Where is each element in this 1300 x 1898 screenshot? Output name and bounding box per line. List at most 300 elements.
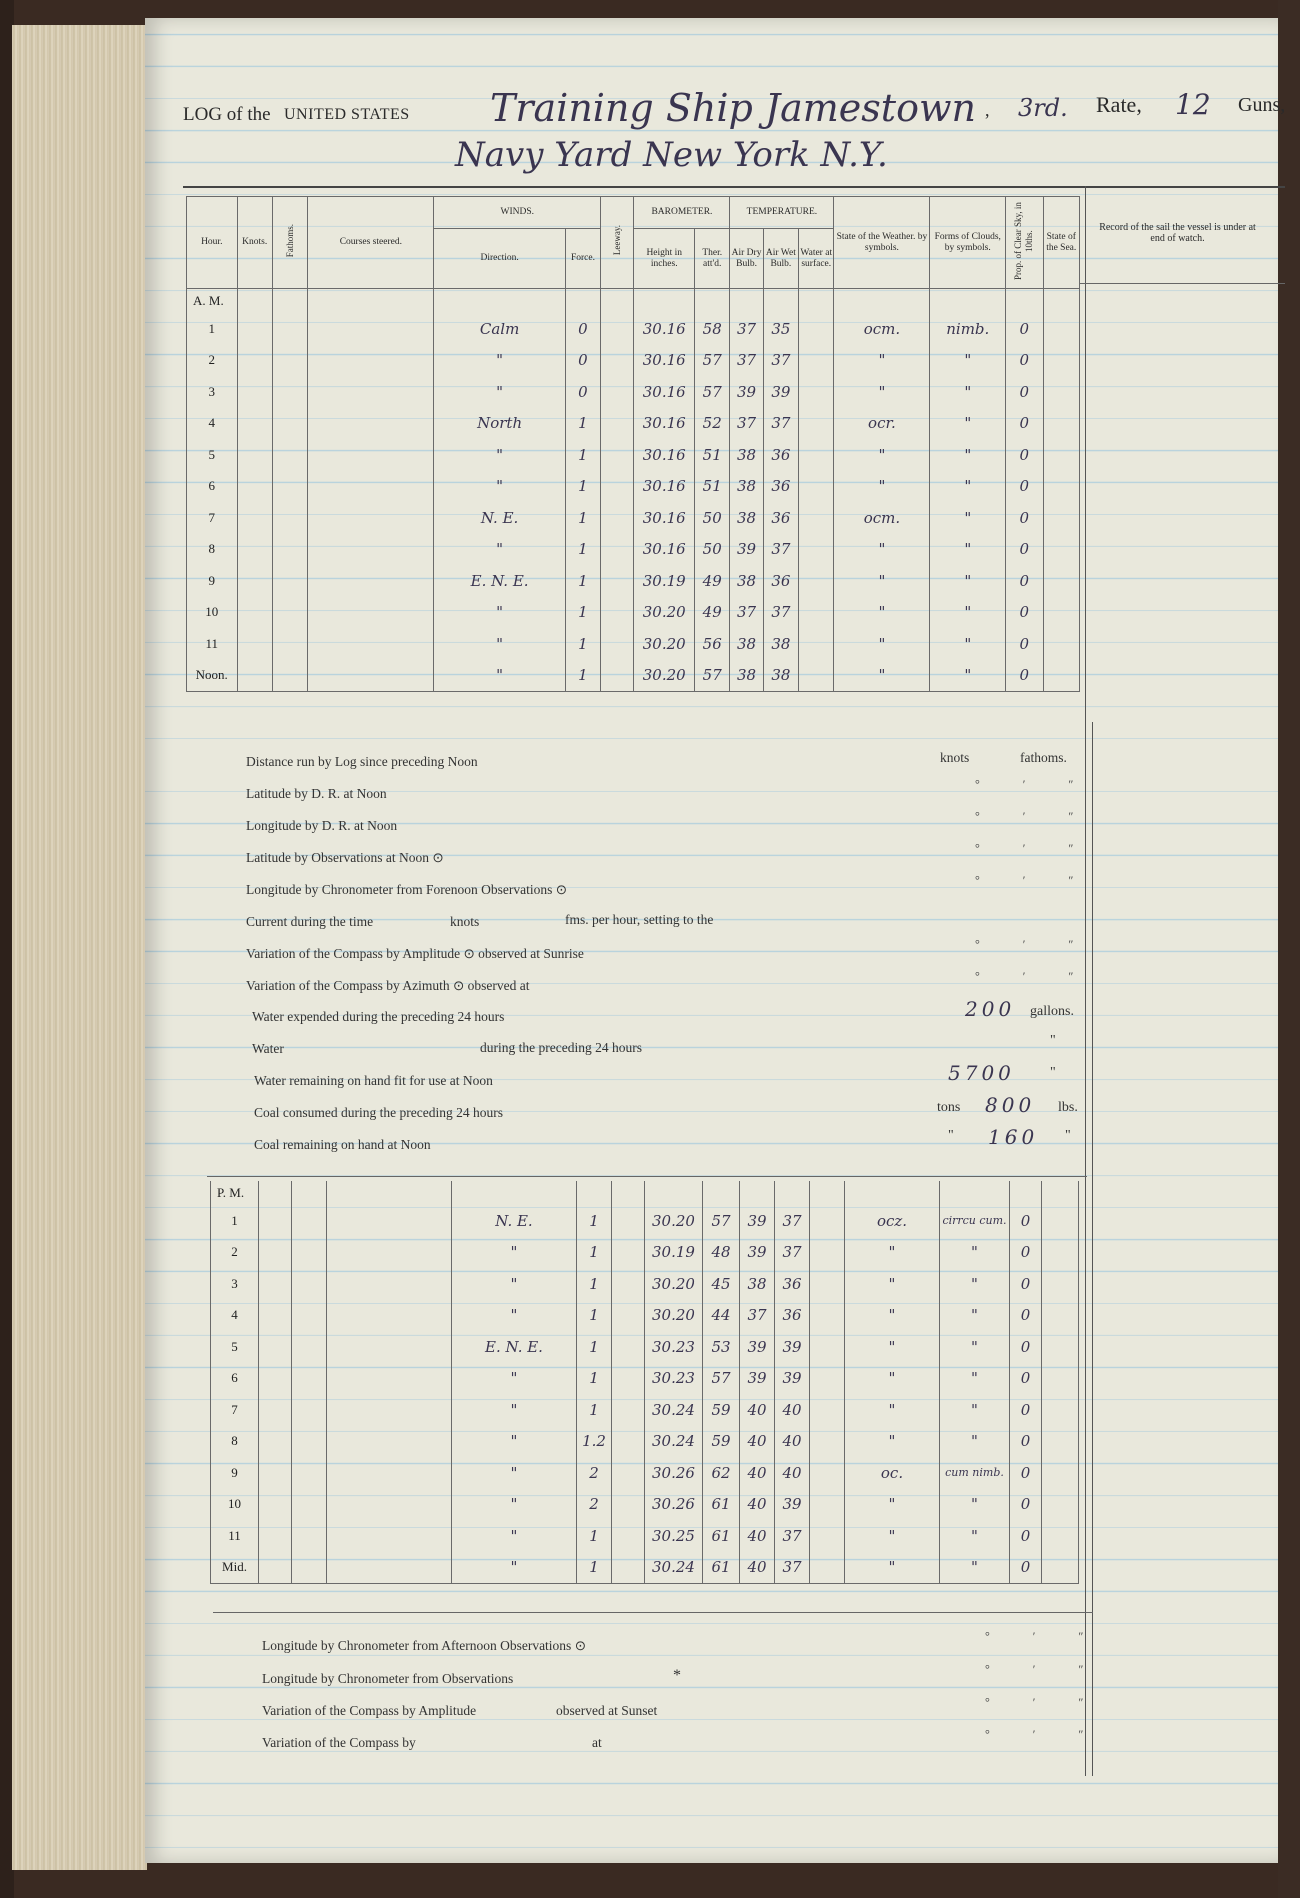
wind-direction-cell: ": [434, 439, 565, 471]
barometer-height-cell: 30.20: [645, 1268, 703, 1300]
empty-cell: [259, 1300, 292, 1332]
air-dry-bulb-cell: 39: [740, 1363, 775, 1395]
empty-cell: [292, 1363, 327, 1395]
clear-sky-cell: 0: [1006, 439, 1043, 471]
var-amp-dms: ° ′ ″: [975, 937, 1094, 951]
hour-cell: 10: [211, 1489, 259, 1521]
lat-dr-label: Latitude by D. R. at Noon: [246, 786, 387, 801]
weather-cell: ocr.: [834, 408, 930, 440]
clear-sky-cell: 0: [1010, 1552, 1042, 1584]
at-label: at: [592, 1735, 602, 1750]
wind-force-cell: 1: [577, 1552, 612, 1584]
empty-cell: [612, 1520, 645, 1552]
empty-cell: [601, 439, 634, 471]
hour-cell: 2: [211, 1237, 259, 1269]
hour-cell: 9: [211, 1457, 259, 1489]
weather-cell: ocz.: [845, 1205, 940, 1237]
clouds-cell: ": [930, 345, 1006, 377]
empty-cell: [799, 565, 834, 597]
empty-cell: [292, 1457, 327, 1489]
empty-cell: [308, 439, 434, 471]
wind-force-cell: 1.2: [577, 1426, 612, 1458]
hour-cell: 6: [211, 1363, 259, 1395]
empty-cell: [237, 565, 272, 597]
weather-cell: ": [834, 597, 930, 629]
empty-cell: [1042, 1300, 1079, 1332]
barometer-height-cell: 30.23: [645, 1363, 703, 1395]
empty-cell: [601, 408, 634, 440]
empty-cell: [272, 628, 307, 660]
empty-cell: [612, 1426, 645, 1458]
clouds-cell: ": [940, 1237, 1010, 1269]
empty-cell: [799, 660, 834, 692]
empty-cell: [799, 597, 834, 629]
empty-cell: [272, 471, 307, 503]
empty-cell: [308, 376, 434, 408]
empty-cell: [237, 439, 272, 471]
col-hour: Hour.: [187, 197, 238, 289]
thermometer-attached-cell: 59: [703, 1394, 740, 1426]
air-wet-bulb-cell: 37: [775, 1237, 810, 1269]
rate-label: Rate,: [1096, 92, 1142, 117]
air-wet-bulb-cell: 37: [775, 1552, 810, 1584]
empty-cell: [272, 597, 307, 629]
wind-force-cell: 1: [565, 502, 600, 534]
air-dry-bulb-cell: 38: [730, 502, 763, 534]
log-row: [211, 1205, 1079, 1237]
col-force: Force.: [565, 229, 600, 289]
wind-direction-cell: ": [434, 345, 565, 377]
empty-cell: [810, 1237, 845, 1269]
barometer-height-cell: 30.16: [634, 345, 695, 377]
coal-consumed-value: 800: [985, 1093, 1036, 1117]
scan-view: LOG of the UNITED STATES Training Ship Jamestown , 3rd. Rate, 12 Guns, Navy Yard New York N.Y. Record of the sail the vessel is under at end of watch. Hour. Knots. Fathoms. Courses steered. WINDS. Leeway. BAROMETER. TEMPERATURE. State of the Weather. by symbols. Forms of Clouds, by symbols. Prop. of Clear Sky, in 10ths. State of the Sea. Direction. Force. Height in inches. Ther. att'd. Air Dry Bulb. Air Wet Bulb. Water at surface. A. M. 1 Calm 0 30.16 58 37 35 ocm. nimb. 0 2 " 0 30.16 57 37 37 " " 0 3 " 0 30.16 57 39 39 " " 0 4 North 1 30.16 52 37 37 ocr. " 0 5 " 1 30.16 51 38 36 " " 0 6 " 1 30.16 51 38 36 " " 0 7 N. E. 1 30.16 50 38 36 ocm. " 0 8 " 1 30.16 50 39 37 " " 0 9 E. N. E. 1 30.19 49 38 36 " " 0 10 " 1 30.20 49 37 37 " " 0 11 " 1 30.20 56 38 38 " " 0 Noon. " 1 30.20 57 38 38 " " 0 Distance run by Log since preceding Noon knots fathoms. Latitude by D. R. at Noon ° ′ ″ Longitude by D. R. at Noon ° ′ ″ Latitude by Observations at Noon ⊙ ° ′ ″ Longitude by Chronometer from Forenoon Observations ⊙ ° ′ ″ Current during the time knots fms. per hour, setting to the Variation of the Compass by Amplitude ⊙ observed at Sunrise ° ′ ″ Variation of the Compass by Azimuth ⊙ observed at ° ′ ″ Water expended during the preceding 24 hours 200 gallons. Water during the preceding 24 hours " Water remaining on hand fit for use at Noon 5700 " Coal consumed during the preceding 24 hours tons 800 lbs. Coal remaining on hand at Noon " 160 " P. M. 1 N. E. 1 30.20 57 39 37 ocz. cirrcu cum. 0 2 " 1 30.19 48 39 37 " " 0 3 " 1 30.20 45 38 36 " " 0 4 " 1 30.20 44 37 36 " " 0 5 E. N. E. 1 30.23 53 39 39 " " 0 6 " 1 30.23 57 39 39 " " 0 7 " 1 30.24 59 40 40 " " 0 8 " 1.2 30.24 59 40 40 " " 0 9 " 2 30.26 62 40 40 oc. cum nimb. 0 10 " 2 30.26 61 40 39 " " 0 11 " 1 30.25 61 40 37 " " 0 Mid. " 1 30.24 61 40 37 " " 0 Longitude by Chronometer from Afternoon Observations ⊙ ° ′ ″ Longitude by Chronometer from Observations * ° ′ ″ Variation of the Compass by Amplitude observed at Sunset ° ′ ″ Variation of the Compass by at ° ′ ″: [0, 0, 1300, 1898]
wind-force-cell: 1: [577, 1300, 612, 1332]
water-rem-ditto: ": [1050, 1065, 1056, 1080]
hour-cell: 3: [187, 376, 238, 408]
empty-cell: [601, 313, 634, 345]
empty-cell: [259, 1457, 292, 1489]
wind-force-cell: 0: [565, 313, 600, 345]
section-label-row: [187, 289, 1080, 314]
clear-sky-cell: 0: [1010, 1268, 1042, 1300]
wind-direction-cell: ": [452, 1426, 577, 1458]
background-right: [1278, 0, 1300, 1898]
empty-cell: [327, 1489, 452, 1521]
wind-direction-cell: ": [452, 1552, 577, 1584]
weather-cell: ": [845, 1520, 940, 1552]
air-dry-bulb-cell: 38: [730, 660, 763, 692]
col-ther: Ther. att'd.: [695, 229, 730, 289]
hour-cell: 11: [187, 628, 238, 660]
united-states: UNITED STATES: [284, 106, 410, 123]
log-row: [187, 597, 1080, 629]
empty-cell: [1042, 1457, 1079, 1489]
empty-cell: [272, 376, 307, 408]
empty-cell: [1043, 313, 1080, 345]
empty-cell: [308, 502, 434, 534]
barometer-height-cell: 30.20: [645, 1205, 703, 1237]
log-row: [187, 471, 1080, 503]
log-row: [211, 1394, 1079, 1426]
log-row: [187, 534, 1080, 566]
col-weather: State of the Weather. by symbols.: [834, 197, 930, 289]
empty-cell: [799, 471, 834, 503]
empty-cell: [292, 1520, 327, 1552]
clouds-cell: cum nimb.: [940, 1457, 1010, 1489]
col-barometer: BAROMETER.: [634, 197, 730, 229]
clear-sky-cell: 0: [1006, 471, 1043, 503]
empty-cell: [272, 565, 307, 597]
empty-cell: [308, 565, 434, 597]
thermometer-attached-cell: 62: [703, 1457, 740, 1489]
wind-force-cell: 1: [577, 1520, 612, 1552]
air-dry-bulb-cell: 39: [740, 1205, 775, 1237]
empty-cell: [327, 1205, 452, 1237]
air-wet-bulb-cell: 36: [775, 1300, 810, 1332]
clouds-cell: ": [940, 1331, 1010, 1363]
air-dry-bulb-cell: 40: [740, 1489, 775, 1521]
thermometer-attached-cell: 57: [695, 376, 730, 408]
barometer-height-cell: 30.25: [645, 1520, 703, 1552]
empty-cell: [601, 471, 634, 503]
section-label: A. M.: [187, 289, 238, 314]
empty-cell: [237, 313, 272, 345]
weather-cell: ": [834, 534, 930, 566]
log-row: [187, 313, 1080, 345]
clear-sky-cell: 0: [1010, 1394, 1042, 1426]
empty-cell: [810, 1520, 845, 1552]
barometer-height-cell: 30.16: [634, 376, 695, 408]
clear-sky-cell: 0: [1006, 597, 1043, 629]
wind-direction-cell: ": [434, 628, 565, 660]
header-rule: [183, 186, 1285, 188]
long-afternoon-label: Longitude by Chronometer from Afternoon Observations ⊙: [262, 1638, 586, 1653]
log-row: [211, 1300, 1079, 1332]
clouds-cell: ": [930, 628, 1006, 660]
log-row: [187, 439, 1080, 471]
empty-cell: [1042, 1205, 1079, 1237]
empty-cell: [259, 1205, 292, 1237]
empty-cell: [292, 1268, 327, 1300]
coal-ditto: ": [948, 1128, 954, 1143]
long-obs-dms: ° ′ ″: [985, 1662, 1104, 1676]
empty-cell: [1043, 471, 1080, 503]
thermometer-attached-cell: 57: [703, 1205, 740, 1237]
wind-force-cell: 1: [565, 565, 600, 597]
air-dry-bulb-cell: 38: [730, 628, 763, 660]
pm-log-table: [210, 1181, 1079, 1584]
thermometer-attached-cell: 57: [695, 345, 730, 377]
rate-value: 3rd.: [1018, 94, 1068, 122]
empty-cell: [327, 1363, 452, 1395]
log-row: [211, 1331, 1079, 1363]
weather-cell: ": [845, 1331, 940, 1363]
empty-cell: [272, 660, 307, 692]
thermometer-attached-cell: 51: [695, 439, 730, 471]
sail-record-underline: [1080, 283, 1285, 284]
thermometer-attached-cell: 44: [703, 1300, 740, 1332]
air-wet-bulb-cell: 37: [763, 408, 798, 440]
barometer-height-cell: 30.16: [634, 471, 695, 503]
empty-cell: [1042, 1552, 1079, 1584]
air-dry-bulb-cell: 38: [740, 1268, 775, 1300]
empty-cell: [308, 628, 434, 660]
empty-cell: [1043, 565, 1080, 597]
empty-cell: [237, 660, 272, 692]
clouds-cell: ": [930, 597, 1006, 629]
empty-cell: [612, 1268, 645, 1300]
clouds-cell: ": [930, 565, 1006, 597]
clear-sky-cell: 0: [1006, 408, 1043, 440]
hour-cell: 11: [211, 1520, 259, 1552]
clouds-cell: ": [940, 1426, 1010, 1458]
empty-cell: [327, 1457, 452, 1489]
air-wet-bulb-cell: 37: [775, 1205, 810, 1237]
section-label: P. M.: [211, 1181, 259, 1205]
empty-cell: [612, 1331, 645, 1363]
empty-cell: [810, 1205, 845, 1237]
empty-cell: [601, 345, 634, 377]
clear-sky-cell: 0: [1010, 1520, 1042, 1552]
empty-cell: [327, 1268, 452, 1300]
barometer-height-cell: 30.19: [634, 565, 695, 597]
col-water-surface: Water at surface.: [799, 229, 834, 289]
ship-name: Training Ship Jamestown: [490, 86, 976, 130]
wind-direction-cell: ": [452, 1394, 577, 1426]
empty-cell: [292, 1552, 327, 1584]
empty-cell: [601, 597, 634, 629]
water-expended-label: Water expended during the preceding 24 hours: [252, 1009, 505, 1024]
empty-cell: [601, 628, 634, 660]
log-row: [187, 565, 1080, 597]
clouds-cell: cirrcu cum.: [940, 1205, 1010, 1237]
log-row: [211, 1457, 1079, 1489]
wind-force-cell: 1: [577, 1205, 612, 1237]
thermometer-attached-cell: 56: [695, 628, 730, 660]
thermometer-attached-cell: 61: [703, 1520, 740, 1552]
thermometer-attached-cell: 61: [703, 1489, 740, 1521]
thermometer-attached-cell: 53: [703, 1331, 740, 1363]
wind-direction-cell: ": [452, 1457, 577, 1489]
hour-cell: Noon.: [187, 660, 238, 692]
barometer-height-cell: 30.20: [645, 1300, 703, 1332]
clouds-cell: ": [940, 1268, 1010, 1300]
empty-cell: [799, 313, 834, 345]
sail-record-header: Record of the sail the vessel is under at end of watch.: [1099, 222, 1256, 244]
barometer-height-cell: 30.26: [645, 1489, 703, 1521]
air-wet-bulb-cell: 37: [763, 534, 798, 566]
empty-cell: [237, 502, 272, 534]
barometer-height-cell: 30.23: [645, 1331, 703, 1363]
empty-cell: [601, 502, 634, 534]
col-direction: Direction.: [434, 229, 565, 289]
empty-cell: [327, 1394, 452, 1426]
empty-cell: [810, 1457, 845, 1489]
water-remaining-value: 5700: [948, 1061, 1015, 1085]
empty-cell: [799, 345, 834, 377]
hour-cell: 5: [211, 1331, 259, 1363]
wind-direction-cell: E. N. E.: [434, 565, 565, 597]
weather-cell: ": [834, 471, 930, 503]
wind-force-cell: 0: [565, 345, 600, 377]
air-dry-bulb-cell: 40: [740, 1457, 775, 1489]
clear-sky-cell: 0: [1006, 376, 1043, 408]
air-wet-bulb-cell: 35: [763, 313, 798, 345]
air-wet-bulb-cell: 36: [763, 471, 798, 503]
clouds-cell: ": [930, 408, 1006, 440]
air-dry-bulb-cell: 37: [740, 1300, 775, 1332]
empty-cell: [327, 1426, 452, 1458]
col-courses: Courses steered.: [308, 197, 434, 289]
guns-label: Guns,: [1238, 94, 1286, 116]
air-dry-bulb-cell: 40: [740, 1552, 775, 1584]
water-expended-value: 200: [965, 997, 1016, 1021]
empty-cell: [601, 534, 634, 566]
empty-cell: [272, 408, 307, 440]
thermometer-attached-cell: 49: [695, 565, 730, 597]
empty-cell: [1042, 1268, 1079, 1300]
empty-cell: [237, 345, 272, 377]
long-afternoon-dms: ° ′ ″: [985, 1629, 1104, 1643]
empty-cell: [308, 313, 434, 345]
weather-cell: ": [834, 565, 930, 597]
col-air-wet: Air Wet Bulb.: [763, 229, 798, 289]
star-symbol: *: [673, 1667, 681, 1684]
empty-cell: [1043, 376, 1080, 408]
empty-cell: [292, 1394, 327, 1426]
air-dry-bulb-cell: 38: [730, 439, 763, 471]
log-row: [187, 660, 1080, 692]
air-dry-bulb-cell: 39: [740, 1237, 775, 1269]
empty-cell: [237, 597, 272, 629]
clear-sky-cell: 0: [1010, 1300, 1042, 1332]
empty-cell: [259, 1426, 292, 1458]
empty-cell: [272, 345, 307, 377]
log-row: [211, 1268, 1079, 1300]
weather-cell: ": [834, 345, 930, 377]
empty-cell: [327, 1331, 452, 1363]
hour-cell: 1: [211, 1205, 259, 1237]
page-edges: [12, 25, 147, 1870]
empty-cell: [799, 534, 834, 566]
empty-cell: [1042, 1237, 1079, 1269]
air-dry-bulb-cell: 38: [730, 471, 763, 503]
wind-direction-cell: E. N. E.: [452, 1331, 577, 1363]
wind-force-cell: 1: [565, 439, 600, 471]
wind-direction-cell: ": [452, 1237, 577, 1269]
wind-direction-cell: ": [452, 1489, 577, 1521]
thermometer-attached-cell: 51: [695, 471, 730, 503]
weather-cell: ": [845, 1394, 940, 1426]
log-row: [211, 1489, 1079, 1521]
water-ditto: ": [1050, 1033, 1056, 1048]
hour-cell: 10: [187, 597, 238, 629]
empty-cell: [799, 502, 834, 534]
empty-cell: [1043, 597, 1080, 629]
wind-force-cell: 1: [565, 408, 600, 440]
thermometer-attached-cell: 57: [703, 1363, 740, 1395]
empty-cell: [237, 471, 272, 503]
weather-cell: ocm.: [834, 502, 930, 534]
empty-cell: [810, 1363, 845, 1395]
empty-cell: [237, 376, 272, 408]
hour-cell: 2: [187, 345, 238, 377]
empty-cell: [1042, 1489, 1079, 1521]
hour-cell: 8: [211, 1426, 259, 1458]
empty-cell: [799, 439, 834, 471]
empty-cell: [308, 597, 434, 629]
gallons-label: gallons.: [1030, 1004, 1074, 1019]
empty-cell: [259, 1268, 292, 1300]
fathoms-label: fathoms.: [1020, 750, 1067, 765]
clouds-cell: ": [930, 534, 1006, 566]
air-wet-bulb-cell: 36: [763, 565, 798, 597]
weather-cell: ": [834, 376, 930, 408]
thermometer-attached-cell: 59: [703, 1426, 740, 1458]
hour-cell: 1: [187, 313, 238, 345]
long-dr-dms: ° ′ ″: [975, 809, 1094, 823]
clear-sky-cell: 0: [1010, 1205, 1042, 1237]
clouds-cell: nimb.: [930, 313, 1006, 345]
var-by-dms: ° ′ ″: [985, 1727, 1104, 1741]
wind-force-cell: 1: [565, 471, 600, 503]
air-wet-bulb-cell: 39: [775, 1331, 810, 1363]
empty-cell: [272, 502, 307, 534]
empty-cell: [327, 1300, 452, 1332]
hour-cell: 4: [187, 408, 238, 440]
empty-cell: [1043, 502, 1080, 534]
clouds-cell: ": [940, 1552, 1010, 1584]
pm-top-rule: [207, 1176, 1087, 1177]
empty-cell: [259, 1520, 292, 1552]
knots-label: knots: [940, 750, 970, 765]
weather-cell: ocm.: [834, 313, 930, 345]
am-log-table: [186, 196, 1080, 692]
empty-cell: [612, 1457, 645, 1489]
empty-cell: [1043, 660, 1080, 692]
air-wet-bulb-cell: 38: [763, 628, 798, 660]
empty-cell: [1043, 439, 1080, 471]
clouds-cell: ": [940, 1520, 1010, 1552]
log-row: [211, 1363, 1079, 1395]
empty-cell: [612, 1394, 645, 1426]
water-label: Water: [252, 1041, 284, 1056]
weather-cell: ": [834, 628, 930, 660]
empty-cell: [259, 1394, 292, 1426]
barometer-height-cell: 30.16: [634, 502, 695, 534]
air-wet-bulb-cell: 36: [763, 502, 798, 534]
empty-cell: [237, 534, 272, 566]
guns-value: 12: [1175, 88, 1211, 121]
current-label: Current during the time: [246, 914, 374, 929]
thermometer-attached-cell: 52: [695, 408, 730, 440]
wind-direction-cell: ": [434, 471, 565, 503]
wind-force-cell: 1: [565, 597, 600, 629]
empty-cell: [327, 1552, 452, 1584]
air-dry-bulb-cell: 40: [740, 1426, 775, 1458]
lat-obs-dms: ° ′ ″: [975, 841, 1094, 855]
current-knots: knots: [450, 914, 480, 929]
clear-sky-cell: 0: [1010, 1237, 1042, 1269]
empty-cell: [308, 345, 434, 377]
col-clear-sky: Prop. of Clear Sky, in 10ths.: [1013, 201, 1035, 280]
empty-cell: [612, 1363, 645, 1395]
empty-cell: [237, 408, 272, 440]
wind-direction-cell: ": [434, 376, 565, 408]
empty-cell: [1042, 1363, 1079, 1395]
hour-cell: 5: [187, 439, 238, 471]
